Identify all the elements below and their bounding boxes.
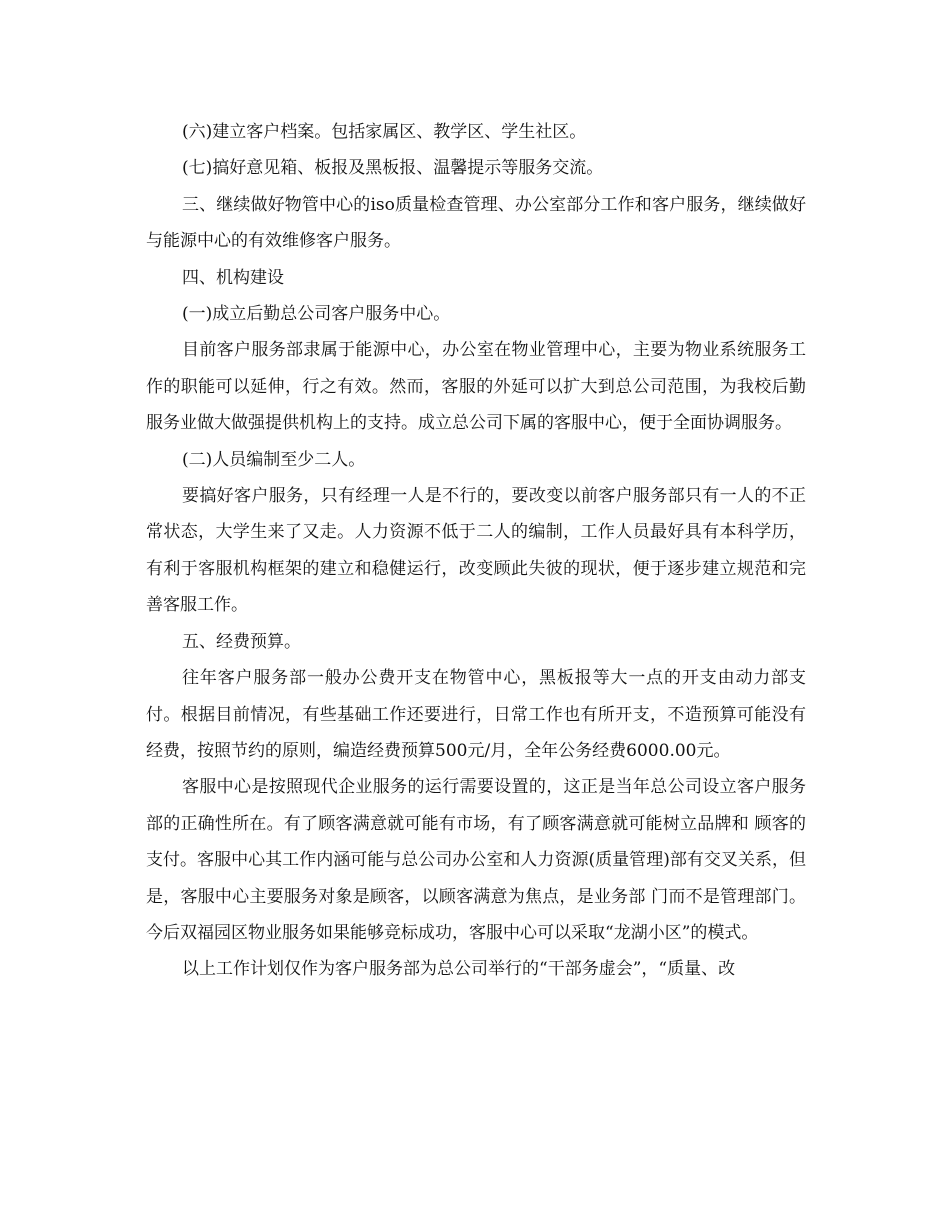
heading-section-five: 五、经费预算。: [182, 631, 301, 652]
paragraph-section-three: 三、继续做好物管中心的iso质量检查管理、办公室部分工作和客户服务，继续做好与能源中心的有效维修客户服务。: [146, 194, 806, 252]
paragraph-body: 以上工作计划仅作为客户服务部为总公司举行的“干部务虚会”，“质量、改: [182, 959, 736, 980]
paragraph-body: 往年客户服务部一般办公费开支在物管中心，黑板报等大一点的开支由动力部支付。根据目前情况，有些基础工作还要进行，日常工作也有所开支，不造预算可能没有经费，按照节约的原则，编造经费预算500元/月，全年公务经费6000.00元。: [146, 668, 806, 761]
paragraph-body: 目前客户服务部隶属于能源中心，办公室在物业管理中心，主要为物业系统服务工作的职能可以延伸，行之有效。然而，客服的外延可以扩大到总公司范围，为我校后勤服务业做大做强提供机构上的支持。成立总公司下属的客服中心，便于全面协调服务。: [146, 340, 806, 434]
heading-section-four: 四、机构建设: [182, 267, 284, 288]
paragraph-body: 要搞好客户服务，只有经理一人是不行的，要改变以前客户服务部只有一人的不正常状态，大学生来了又走。人力资源不低于二人的编制，工作人员最好具有本科学历，有利于客服机构框架的建立和稳健运行，改变顾此失彼的现状，便于逐步建立规范和完善客服工作。: [146, 486, 806, 616]
paragraph-body: 客服中心是按照现代企业服务的运行需要设置的，这正是当年总公司设立客户服务部的正确性所在。有了顾客满意就可能有市场，有了顾客满意就可能树立品牌和 顾客的支付。客服中心其工作内涵可能与总公司办公室和人力资源(质量管理)部有交叉关系，但是，客服中心主要服务对象是顾客，以顾客满意为焦点，是业务部 门而不是管理部门。今后双福园区物业服务如果能够竞标成功，客服中心可以采取“龙湖小区”的模式。: [146, 777, 806, 943]
paragraph-subitem-one: (一)成立后勤总公司客户服务中心。: [182, 304, 451, 325]
paragraph-item-six: (六)建立客户档案。包括家属区、教学区、学生社区。: [182, 122, 587, 142]
paragraph-item-seven: (七)搞好意见箱、板报及黑板报、温馨提示等服务交流。: [182, 158, 604, 179]
document-body: [146, 114, 806, 988]
paragraph-subitem-two: (二)人员编制至少二人。: [182, 449, 366, 470]
